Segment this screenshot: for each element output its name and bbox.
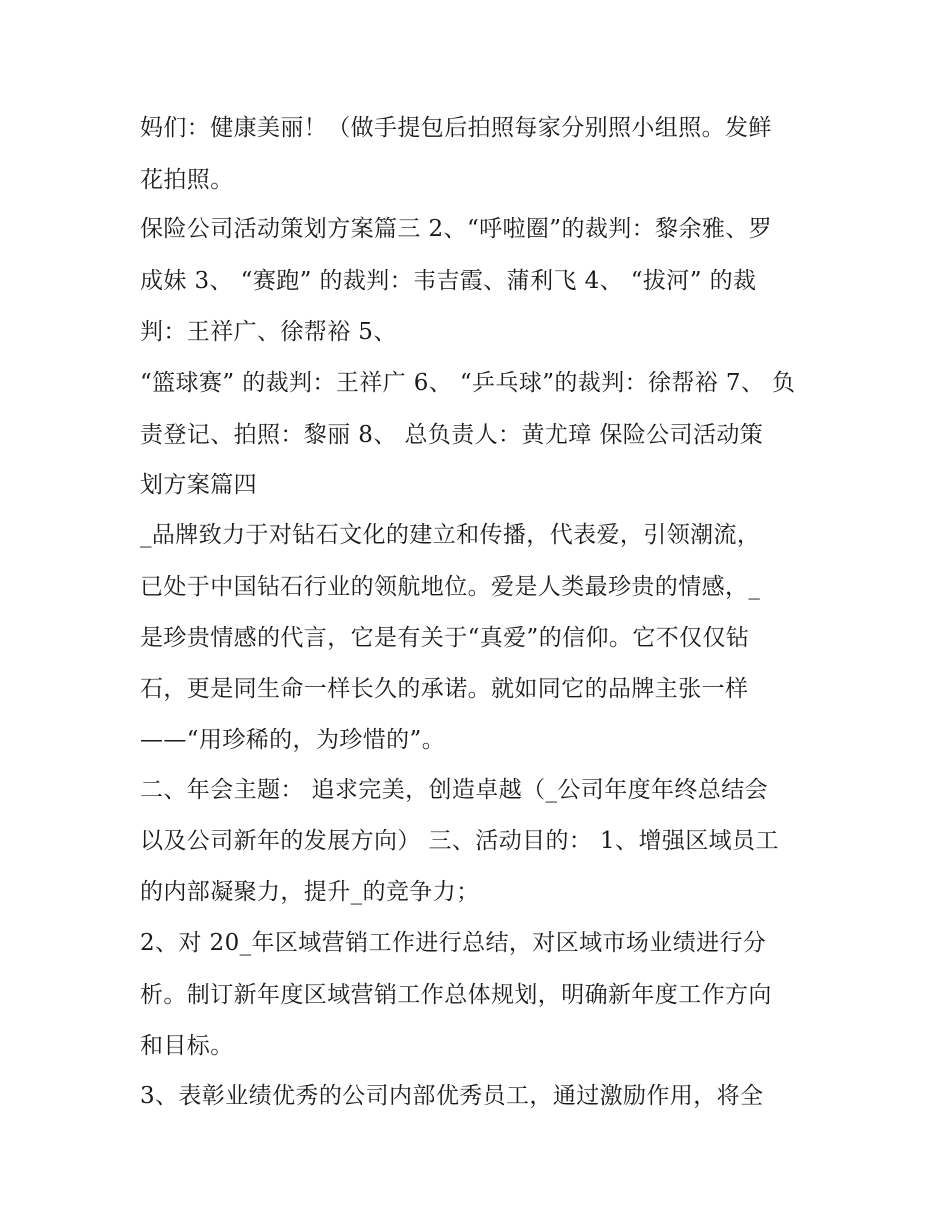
text-line: 划方案篇四	[140, 472, 257, 498]
text-line: 成妹 3、 “赛跑” 的裁判：韦吉霞、蒲利飞 4、 “拔河” 的裁	[140, 268, 757, 294]
text-line: ——“用珍稀的，为珍惜的”。	[140, 727, 446, 753]
text-line: 花拍照。	[140, 167, 234, 193]
text-line: 二、年会主题： 追求完美，创造卓越（_公司年度年终总结会	[140, 777, 769, 803]
text-line: 以及公司新年的发展方向） 三、活动目的： 1、增强区域员工	[140, 828, 779, 854]
text-line: 的内部凝聚力，提升_的竞争力；	[140, 879, 480, 905]
text-line: “篮球赛” 的裁判：王祥广 6、 “乒乓球”的裁判：徐帮裕 7、 负	[140, 370, 796, 396]
text-line: 2、对 20_年区域营销工作进行总结，对区域市场业绩进行分	[140, 930, 767, 956]
text-line: 已处于中国钻石行业的领航地位。爱是人类最珍贵的情感，_	[140, 574, 761, 600]
text-line: 是珍贵情感的代言，它是有关于“真爱”的信仰。它不仅仅钻	[140, 625, 750, 651]
text-line: 保险公司活动策划方案篇三 2、“呼啦圈”的裁判：黎余雅、罗	[140, 216, 773, 242]
text-line: 3、表彰业绩优秀的公司内部优秀员工，通过激励作用，将全	[140, 1083, 764, 1109]
text-line: 和目标。	[140, 1033, 234, 1059]
text-line: 责登记、拍照：黎丽 8、 总负责人：黄尤璋 保险公司活动策	[140, 422, 764, 448]
text-line: 石，更是同生命一样长久的承诺。就如同它的品牌主张一样	[140, 676, 749, 702]
text-line: 判：王祥广、徐帮裕 5、	[140, 319, 397, 345]
text-line: _品牌致力于对钻石文化的建立和传播，代表爱，引领潮流，	[140, 522, 761, 548]
text-line: 析。制订新年度区域营销工作总体规划，明确新年度工作方向	[140, 982, 772, 1008]
text-line: 妈们：健康美丽！（做手提包后拍照每家分别照小组照。发鲜	[140, 115, 772, 141]
